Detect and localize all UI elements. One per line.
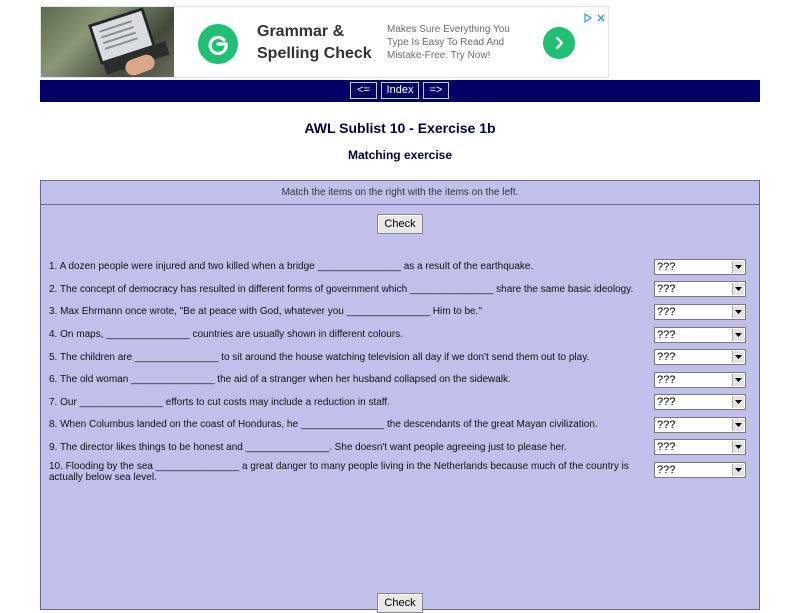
dropdown-arrow-icon <box>732 374 744 386</box>
question-7: 7. Our _______________ efforts to cut costs may include a reduction in staff. <box>49 397 390 408</box>
answer-select-value: ??? <box>657 419 676 431</box>
answer-select-8[interactable] <box>654 417 746 433</box>
ad-body-line-1: Makes Sure Everything You <box>387 24 510 35</box>
ad-go-button[interactable] <box>543 27 575 59</box>
ad-headline[interactable] <box>257 21 387 65</box>
next-button[interactable]: => <box>423 82 449 99</box>
dropdown-arrow-icon <box>732 396 744 408</box>
exercise-panel <box>40 180 760 610</box>
answer-select-value: ??? <box>657 329 676 341</box>
answer-select-2[interactable] <box>654 281 746 297</box>
question-10: 10. Flooding by the sea _______________ a great danger to many people living in the Netherlands because much of the country is actually below sea level. <box>49 461 629 483</box>
dropdown-arrow-icon <box>732 329 744 341</box>
question-2: 2. The concept of democracy has resulted in different forms of government which _______________ share the same basic ideology. <box>49 284 634 295</box>
answer-select-7[interactable] <box>654 394 746 410</box>
dropdown-arrow-icon <box>732 464 744 476</box>
answer-select-9[interactable] <box>654 439 746 455</box>
answer-select-value: ??? <box>657 351 676 363</box>
ad-close-icon[interactable] <box>596 8 606 18</box>
dropdown-arrow-icon <box>732 306 744 318</box>
question-5: 5. The children are _______________ to sit around the house watching television all day if we don't send them out to play. <box>49 352 590 363</box>
question-1: 1. A dozen people were injured and two killed when a bridge _______________ as a result of the earthquake. <box>49 261 534 272</box>
ad-body-text[interactable] <box>387 23 527 62</box>
ad-body-line-2: Type Is Easy To Read And <box>387 37 505 48</box>
grammarly-g-icon[interactable] <box>198 24 238 64</box>
answer-select-5[interactable] <box>654 349 746 365</box>
answer-select-6[interactable] <box>654 372 746 388</box>
question-9: 9. The director likes things to be honest and _______________. She doesn't want people agreeing just to please her. <box>49 442 567 453</box>
ad-choices[interactable] <box>583 8 606 18</box>
check-button[interactable]: Check <box>377 214 423 234</box>
answer-select-value: ??? <box>657 441 676 453</box>
ad-headline-line-2: Spelling Check <box>257 45 372 62</box>
answer-select-value: ??? <box>657 396 676 408</box>
question-8: 8. When Columbus landed on the coast of Honduras, he _______________ the descendants of the great Mayan civilization. <box>49 419 598 430</box>
prev-button[interactable]: <= <box>350 82 377 99</box>
question-4: 4. On maps, _______________ countries are usually shown in different colours. <box>49 329 403 340</box>
ad-laptop-image[interactable] <box>41 7 174 78</box>
nav-bar <box>40 80 760 102</box>
answer-select-value: ??? <box>657 374 676 386</box>
chevron-right-icon <box>552 36 566 50</box>
dropdown-arrow-icon <box>732 283 744 295</box>
answer-select-4[interactable] <box>654 327 746 343</box>
ad-headline-line-1: Grammar & <box>257 23 345 40</box>
answer-select-value: ??? <box>657 464 676 476</box>
answer-select-3[interactable] <box>654 304 746 320</box>
dropdown-arrow-icon <box>732 351 744 363</box>
answer-select-value: ??? <box>657 283 676 295</box>
index-button[interactable]: Index <box>381 82 419 99</box>
answer-select-value: ??? <box>657 261 676 273</box>
check-button-bottom[interactable]: Check <box>377 593 423 613</box>
dropdown-arrow-icon <box>732 419 744 431</box>
answer-select-value: ??? <box>657 306 676 318</box>
page-title: AWL Sublist 10 - Exercise 1b <box>304 120 496 136</box>
ad-banner[interactable] <box>40 6 609 78</box>
answer-select-10[interactable] <box>654 462 746 478</box>
answer-select-1[interactable] <box>654 259 746 275</box>
question-3: 3. Max Ehrmann once wrote, "Be at peace with God, whatever you _______________ Him to be." <box>49 306 482 317</box>
question-6: 6. The old woman _______________ the aid of a stranger when her husband collapsed on the sidewalk. <box>49 374 511 385</box>
dropdown-arrow-icon <box>732 261 744 273</box>
ad-info-icon[interactable] <box>583 8 593 18</box>
dropdown-arrow-icon <box>732 441 744 453</box>
ad-body-line-3: Mistake-Free. Try Now! <box>387 50 491 61</box>
page-subtitle: Matching exercise <box>347 148 453 162</box>
instructions: Match the items on the right with the items on the left. <box>41 181 759 205</box>
